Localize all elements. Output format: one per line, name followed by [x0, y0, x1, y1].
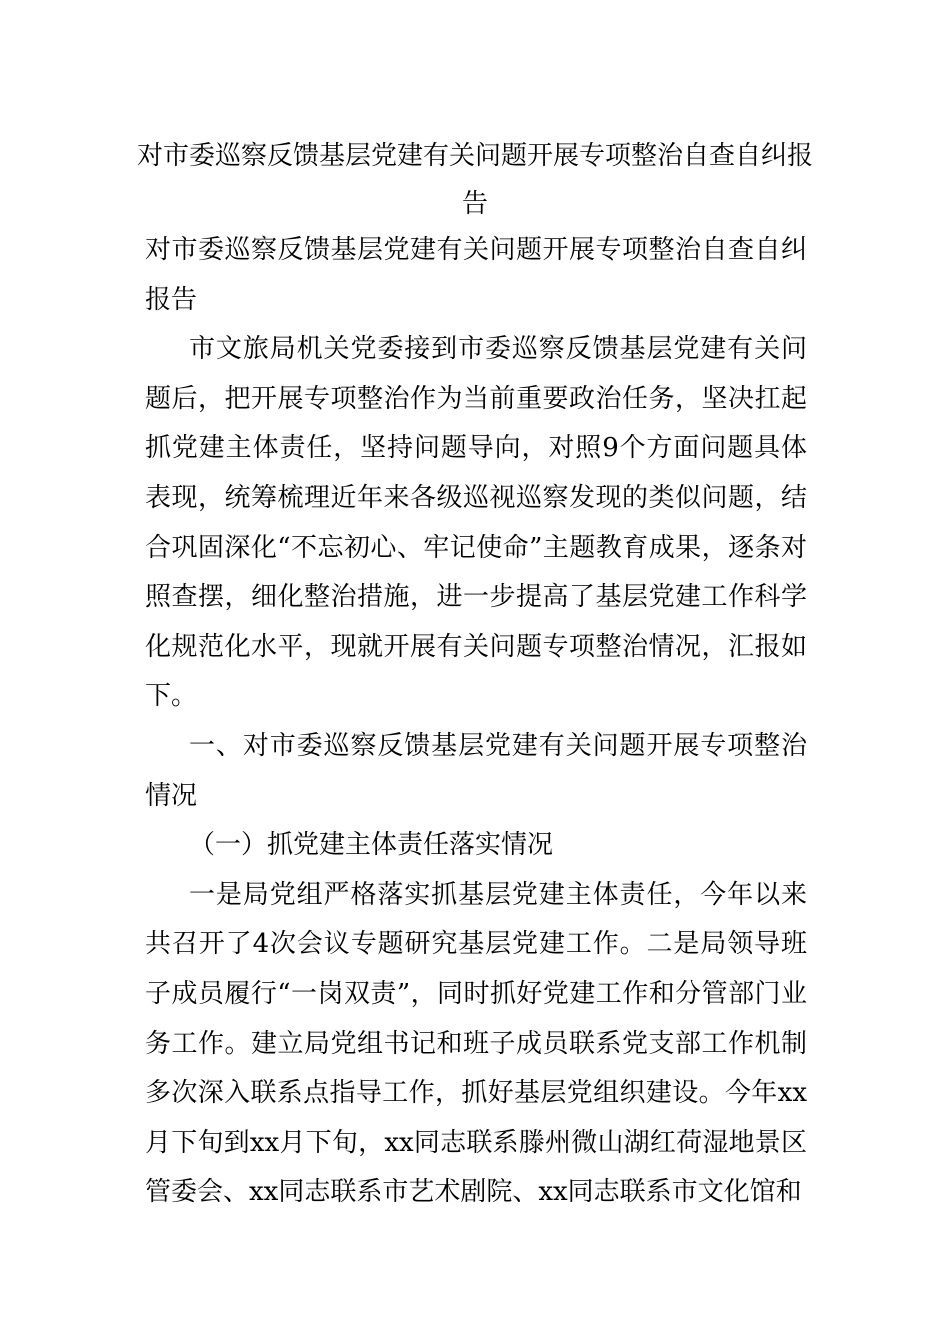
repeated-title-paragraph: 对市委巡察反馈基层党建有关问题开展专项整治自查自纠报告	[145, 235, 807, 315]
document-title: 对市委巡察反馈基层党建有关问题开展专项整治自查自纠报告	[136, 141, 813, 219]
document-body	[145, 226, 807, 1218]
section-heading-1: 一、对市委巡察反馈基层党建有关问题开展专项整治情况	[145, 730, 807, 811]
intro-paragraph: 市文旅局机关党委接到市委巡察反馈基层党建有关问题后，把开展专项整治作为当前重要政治任务，坚决扛起抓党建主体责任，坚持问题导向，对照9个方面问题具体表现，统筹梳理近年来各级巡视巡察发现的类似问题，结合巩固深化“不忘初心、牢记使命”主题教育成果，逐条对照查摆，细化整治措施，进一步提高了基层党建工作科学化规范化水平，现就开展有关问题专项整治情况，汇报如下。	[145, 334, 807, 712]
body-paragraph: 一是局党组严格落实抓基层党建主体责任，今年以来共召开了4次会议专题研究基层党建工作。二是局领导班子成员履行“一岗双责”，同时抓好党建工作和分管部门业务工作。建立局党组书记和班子成员联系党支部工作机制多次深入联系点指导工作，抓好基层党组织建设。今年xx月下旬到xx月下旬，xx同志联系滕州微山湖红荷湿地景区管委会、xx同志联系市艺术剧院、xx同志联系市文化馆和	[145, 879, 807, 1208]
subsection-heading-1: （一）抓党建主体责任落实情况	[189, 830, 554, 861]
